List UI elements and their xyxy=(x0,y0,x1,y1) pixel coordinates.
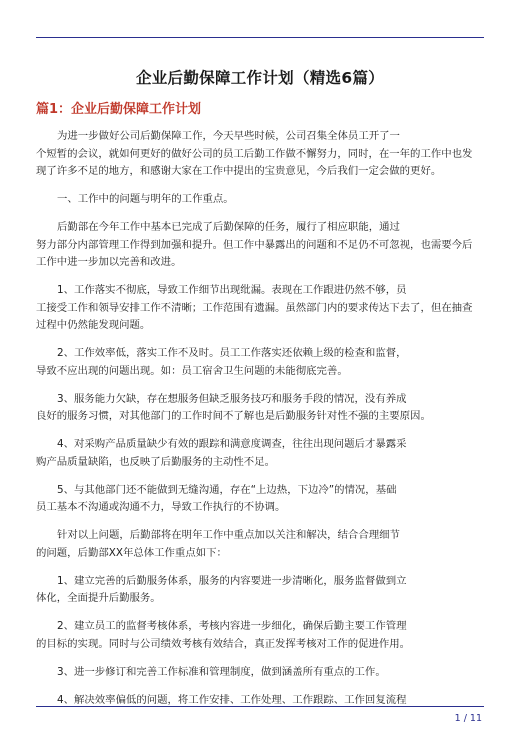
paragraph xyxy=(36,345,484,380)
paragraph-line: 为进一步做好公司后勤保障工作，今天早些时候，公司召集全体员工开了一 xyxy=(57,130,400,142)
paragraph-line: 的目标的实现。同时与公司绩效考核有效结合，真正发挥考核对工作的促进作用。 xyxy=(36,637,411,650)
paragraph-line: 工接受工作和领导安排工作不清晰；工作范围有遗漏。虽然部门内的要求传达下去了，但在抽查 xyxy=(36,301,473,314)
paragraph-line: 3、进一步修订和完善工作标准和管理制度，做到涵盖所有重点的工作。 xyxy=(57,665,386,678)
paragraph-line: 针对以上问题，后勤部将在明年工作中重点加以关注和解决，结合合理细节 xyxy=(57,529,400,541)
paragraph-line: 4、解决效率偏低的问题，将工作安排、工作处理、工作跟踪、工作回复流程 xyxy=(57,693,407,706)
paragraph-line: 4、对采购产品质量缺少有效的跟踪和满意度调查，往往出现问题后才暴露采 xyxy=(57,438,407,450)
document-body xyxy=(36,128,484,720)
paragraph-line: 2、工作效率低，落实工作不及时。员工工作落实还依赖上级的检查和监督， xyxy=(57,347,407,359)
paragraph xyxy=(36,664,484,682)
paragraph xyxy=(36,128,484,181)
paragraph-line: 2、建立员工的监督考核体系，考核内容进一步细化，确保后勤主要工作管理 xyxy=(57,620,407,632)
paragraph-line: 购产品质量缺陷，也反映了后勤服务的主动性不足。 xyxy=(36,455,275,468)
paragraph-line: 后勤部在今年工作中基本已完成了后勤保障的任务，履行了相应职能，通过 xyxy=(57,221,400,233)
paragraph-line: 工作中进一步加以完善和改进。 xyxy=(36,256,182,268)
paragraph xyxy=(36,573,484,608)
paragraph-line: 员工基本不沟通或沟通不力，导致工作执行的不协调。 xyxy=(36,501,286,513)
paragraph xyxy=(36,618,484,653)
paragraph-line: 一、工作中的问题与明年的工作重点。 xyxy=(57,193,234,205)
paragraph xyxy=(36,391,484,426)
paragraph-line: 努力部分内部管理工作得到加强和提升。但工作中暴露出的问题和不足仍不可忽视，也需要今后 xyxy=(36,238,473,251)
header-rule xyxy=(36,37,484,38)
page-number: 1 / 11 xyxy=(454,713,482,724)
section-heading: 篇1：企业后勤保障工作计划 xyxy=(36,102,202,117)
paragraph xyxy=(36,191,484,209)
paragraph-line: 导致不应出现的问题出现。如：员工宿舍卫生问题的未能彻底完善。 xyxy=(36,364,348,377)
paragraph-line: 1、建立完善的后勤服务体系，服务的内容要进一步清晰化，服务监督做到立 xyxy=(57,574,407,587)
paragraph-line: 过程中仍然能发现问题。 xyxy=(36,319,151,331)
paragraph-line: 3、服务能力欠缺，存在想服务但缺乏服务技巧和服务手段的情况，没有养成 xyxy=(57,392,407,405)
document-title: 企业后勤保障工作计划（精选6篇） xyxy=(135,69,385,87)
paragraph-line: 体化，全面提升后勤服务。 xyxy=(36,592,161,604)
paragraph xyxy=(36,282,484,335)
paragraph-line: 1、工作落实不彻底，导致工作细节出现纰漏。表现在工作跟进仍然不够，员 xyxy=(57,284,407,296)
paragraph-line: 的问题，后勤部XX年总体工作重点如下： xyxy=(36,546,227,559)
paragraph-line: 5、与其他部门还不能做到无缝沟通，存在“上边热，下边冷”的情况，基础 xyxy=(57,483,397,496)
paragraph xyxy=(36,482,484,517)
paragraph-line: 现了许多不足的地方，和感谢大家在工作中提出的宝贵意见，今后我们一定会做的更好。 xyxy=(36,165,442,177)
paragraph xyxy=(36,436,484,471)
footer-rule xyxy=(36,706,484,707)
paragraph xyxy=(36,219,484,272)
paragraph xyxy=(36,527,484,562)
paragraph-line: 个短暂的会议，就如何更好的做好公司的员工后勤工作做不懈努力，同时，在一年的工作中也发 xyxy=(36,147,473,160)
paragraph-line: 良好的服务习惯，对其他部门的工作时间不了解也是后勤服务针对性不强的主要原因。 xyxy=(36,410,431,422)
